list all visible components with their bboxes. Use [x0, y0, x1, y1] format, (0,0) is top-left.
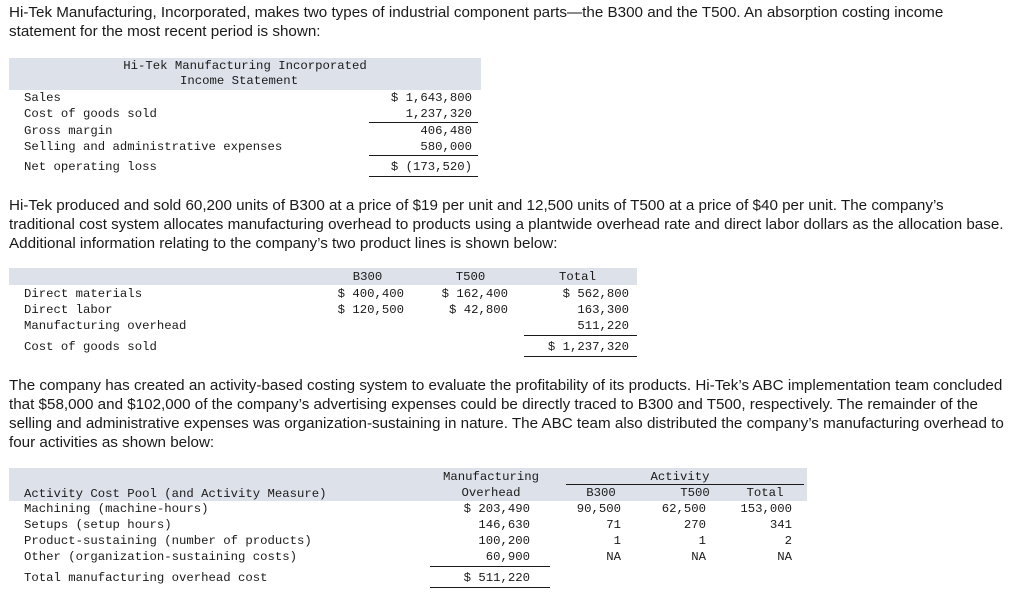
- machining-b300: 90,500: [576, 502, 621, 516]
- total-overhead-value: $ 511,220: [463, 571, 530, 585]
- pool-header: Activity Cost Pool (and Activity Measure): [24, 487, 327, 501]
- total-overhead-label: Total manufacturing overhead cost: [24, 571, 268, 585]
- col-header-b300: B300: [352, 270, 383, 284]
- mfg-overhead-total: 511,220: [577, 319, 629, 333]
- col-header-total: Total: [746, 486, 784, 500]
- double-rule: [524, 356, 637, 357]
- net-loss-label: Net operating loss: [24, 160, 157, 174]
- other-t500: NA: [691, 550, 706, 564]
- selling-admin-value: 580,000: [420, 140, 472, 154]
- direct-labor-label: Direct labor: [24, 303, 113, 317]
- cogs-value: 1,237,320: [405, 107, 472, 121]
- direct-labor-t500: $ 42,800: [448, 303, 508, 317]
- direct-labor-total: 163,300: [577, 303, 629, 317]
- rule: [566, 484, 804, 485]
- product-sustaining-label: Product-sustaining (number of products): [24, 534, 312, 548]
- col-header-b300: B300: [586, 486, 616, 500]
- production-text: Hi-Tek produced and sold 60,200 units of B300 at a price of $19 per unit and 12,500 units of T500 at a price of $40 per unit. The company’s traditional cost system allocates manufacturing overhead to products using a plantwide overhead rate and direct labor dollars as the allocation base. Additional information relating to the company’s two product lines is shown below:: [9, 197, 1004, 252]
- rule: [430, 566, 550, 567]
- mo-header-line1: Manufacturing: [443, 470, 539, 484]
- gross-margin-value: 406,480: [420, 124, 472, 138]
- setups-b300: 71: [606, 518, 621, 532]
- product-sustaining-t500: 1: [698, 534, 706, 548]
- product-sustaining-b300: 1: [613, 534, 621, 548]
- gross-margin-label: Gross margin: [24, 124, 113, 138]
- cogs-label: Cost of goods sold: [24, 107, 157, 121]
- col-header-t500: T500: [455, 270, 486, 284]
- company-name: Hi-Tek Manufacturing Incorporated: [123, 59, 367, 73]
- rule: [369, 122, 478, 123]
- setups-total: 341: [769, 518, 792, 532]
- direct-materials-label: Direct materials: [24, 287, 143, 301]
- direct-labor-b300: $ 120,500: [337, 303, 404, 317]
- setups-t500: 270: [683, 518, 706, 532]
- rule: [524, 335, 637, 336]
- direct-materials-b300: $ 400,400: [337, 287, 404, 301]
- other-b300: NA: [606, 550, 621, 564]
- sales-value: $ 1,643,800: [390, 91, 472, 105]
- net-loss-value: $ (173,520): [390, 160, 472, 174]
- machining-label: Machining (machine-hours): [24, 502, 209, 516]
- double-rule: [430, 587, 550, 588]
- setups-overhead: 146,630: [478, 518, 530, 532]
- intro-text: Hi-Tek Manufacturing, Incorporated, makes two types of industrial component parts—the B300 and the T500. An absorption costing income statement for the most recent period is shown:: [9, 4, 944, 40]
- col-header-total: Total: [559, 270, 596, 284]
- machining-t500: 62,500: [661, 502, 706, 516]
- setups-label: Setups (setup hours): [24, 518, 172, 532]
- direct-materials-total: $ 562,800: [562, 287, 629, 301]
- abc-text: The company has created an activity-based costing system to evaluate the profitability of its products. Hi-Tek’s ABC implementation team concluded that $58,000 and $102,000 of the company’s advertising expenses could be directly traced to B300 and T500, respectively. The remainder of the selling and administrative expenses was organization-sustaining in nature. The ABC team also distributed the company’s manufacturing overhead to four activities as shown below:: [9, 377, 1004, 451]
- rule: [369, 155, 478, 156]
- double-rule: [369, 176, 478, 177]
- other-total: NA: [777, 550, 792, 564]
- col-header-t500: T500: [680, 486, 710, 500]
- other-overhead: 60,900: [485, 550, 530, 564]
- statement-title: Income Statement: [180, 74, 299, 88]
- product-sustaining-overhead: 100,200: [478, 534, 530, 548]
- product-cogs-label: Cost of goods sold: [24, 340, 157, 354]
- mo-header-line2: Overhead: [461, 486, 521, 500]
- mfg-overhead-label: Manufacturing overhead: [24, 319, 187, 333]
- direct-materials-t500: $ 162,400: [441, 287, 508, 301]
- product-cogs-total: $ 1,237,320: [547, 340, 629, 354]
- machining-overhead: $ 203,490: [463, 502, 530, 516]
- other-label: Other (organization-sustaining costs): [24, 550, 298, 564]
- selling-admin-label: Selling and administrative expenses: [24, 140, 283, 154]
- sales-label: Sales: [24, 91, 61, 105]
- machining-total: 153,000: [740, 502, 792, 516]
- product-sustaining-total: 2: [784, 534, 792, 548]
- activity-group-header: Activity: [650, 470, 710, 484]
